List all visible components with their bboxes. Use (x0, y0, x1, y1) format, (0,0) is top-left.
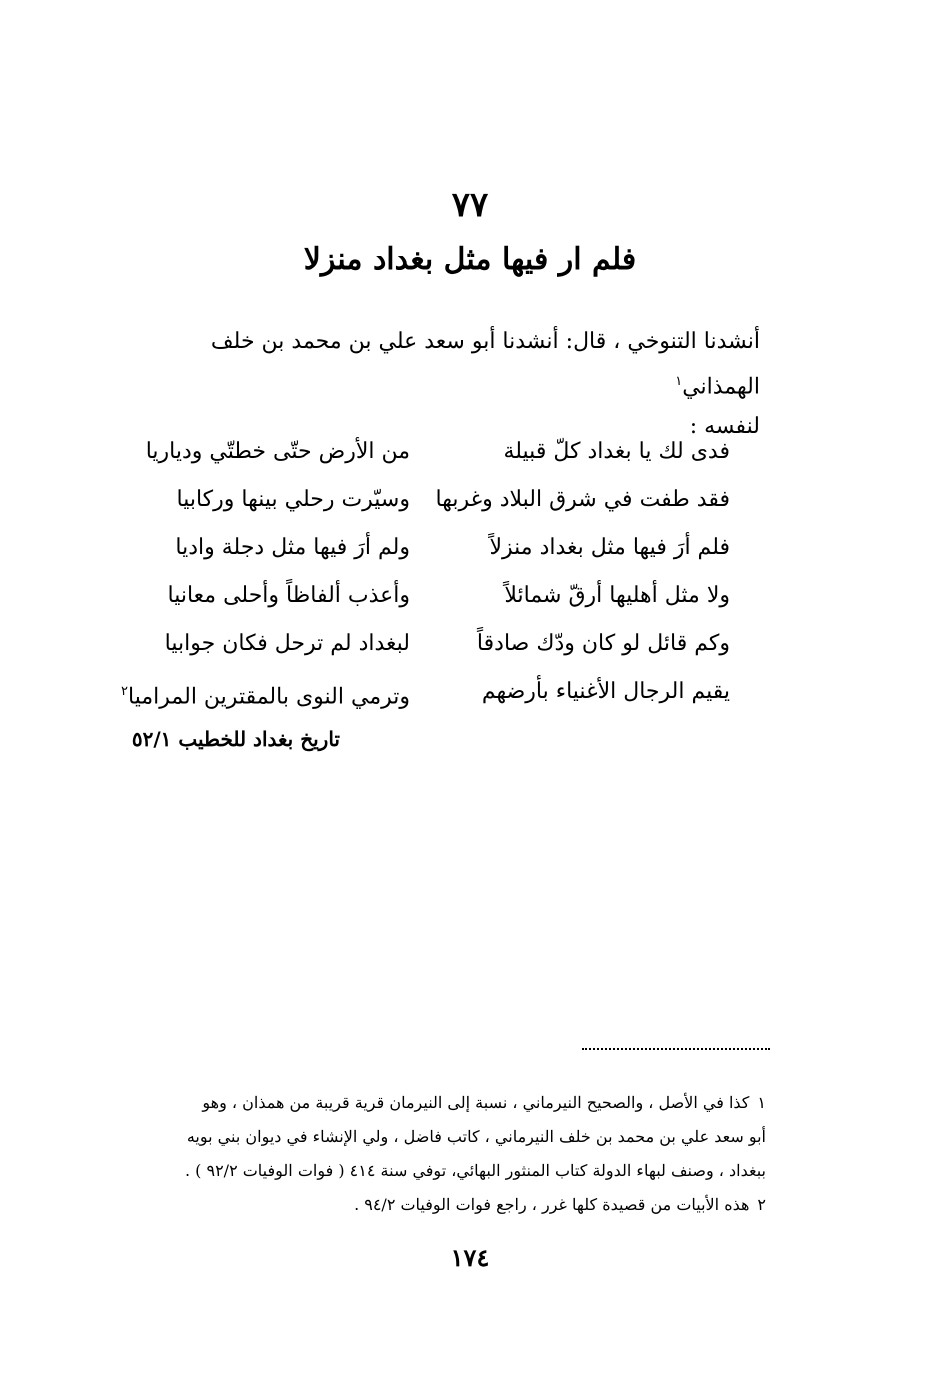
verse (130, 476, 730, 524)
poem-number: ٧٧ (451, 185, 489, 225)
page-number: ١٧٤ (450, 1243, 490, 1272)
footnote-text: أبو سعد علي بن محمد بن خلف النيرماني ، كاتب فاضل ، ولي الإنشاء في ديوان بني بويه (186, 1127, 766, 1146)
footnote-text: ببغداد ، وصنف لبهاء الدولة كتاب المنثور البهائي، توفي سنة ٤١٤ ( فوات الوفيات ٩٢/٢ ) . (184, 1161, 766, 1180)
footnote-line (96, 1188, 766, 1222)
footnote-line (96, 1154, 766, 1188)
verse-first-hemistich: يقيم الرجال الأغنياء بأرضهم (481, 679, 730, 704)
verse (130, 620, 730, 668)
verse (130, 524, 730, 572)
footnote-line (96, 1086, 766, 1120)
intro-text: أنشدنا التنوخي ، قال: أنشدنا أبو سعد علي بن محمد بن خلف الهمذاني (210, 329, 760, 400)
verse-first-hemistich: فدى لك يا بغداد كلّ قبيلة (503, 439, 730, 464)
verse-second-hemistich: من الأرض حتّى خطتّي ودياريا (145, 439, 410, 464)
intro-continuation: لنفسه : (689, 414, 760, 440)
footnote-divider (582, 1048, 770, 1050)
verse-first-hemistich: فلم أرَ فيها مثل بغداد منزلاً (489, 535, 730, 560)
footnote-text: كذا في الأصل ، والصحيح النيرماني ، نسبة إلى النيرمان قرية قريبة من همذان ، وهو (202, 1093, 750, 1112)
footnote-marker: ١ (757, 1093, 766, 1112)
verse-second-hemistich-text: وترمي النوى بالمقترين المراميا (128, 684, 410, 710)
verse-second-hemistich (121, 668, 410, 716)
verse-second-hemistich: وسيّرت رحلي بينها وركابيا (176, 487, 410, 512)
verse (130, 572, 730, 620)
verse-second-hemistich: وأعذب ألفاظاً وأحلى معانيا (167, 583, 410, 608)
footnotes (96, 1086, 766, 1222)
source-citation: تاريخ بغداد للخطيب ٥٢/١ (131, 727, 340, 751)
verse (121, 668, 730, 716)
verse-footnote-ref: ٢ (121, 684, 129, 699)
verse-first-hemistich: فقد طفت في شرق البلاد وغربها (435, 487, 730, 512)
intro-footnote-ref: ١ (675, 374, 683, 389)
footnote-marker: ٢ (757, 1195, 766, 1214)
poem (121, 428, 730, 716)
verse-first-hemistich: وكم قائل لو كان ودّك صادقاً (476, 631, 730, 656)
verse-second-hemistich: لبغداد لم ترحل فكان جوابيا (164, 631, 410, 656)
verse-second-hemistich: ولم أرَ فيها مثل دجلة واديا (175, 535, 410, 560)
poem-title: فلم ار فيها مثل بغداد منزلا (303, 242, 637, 277)
footnote-line (96, 1120, 766, 1154)
verse (130, 428, 730, 476)
footnote-text: هذه الأبيات من قصيدة كلها غرر ، راجع فوات الوفيات ٩٤/٢ . (354, 1195, 750, 1214)
verse-first-hemistich: ولا مثل أهليها أرقّ شمائلاً (504, 583, 730, 608)
